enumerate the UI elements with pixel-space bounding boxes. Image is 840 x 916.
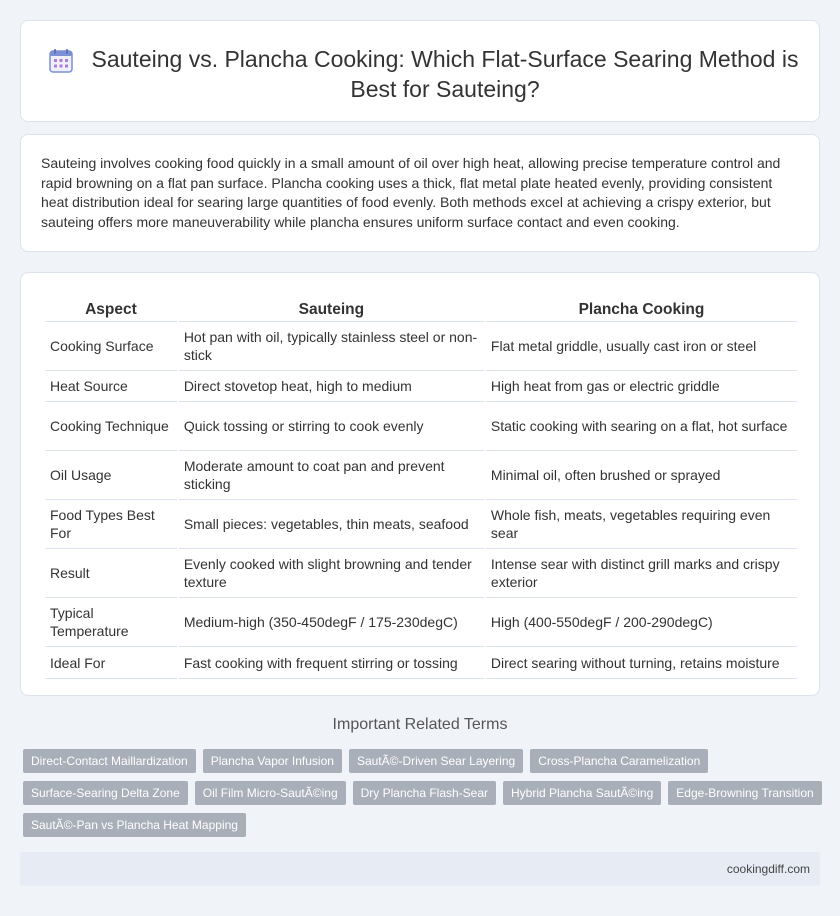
table-row [45, 322, 797, 371]
table-cell-sauteing: Fast cooking with frequent stirring or tossing [179, 647, 484, 679]
table-row [45, 451, 797, 500]
related-term-tag[interactable]: Hybrid Plancha SautÃ©ing [503, 781, 661, 805]
table-cell-aspect: Typical Temperature [45, 598, 177, 647]
related-term-tag[interactable]: Dry Plancha Flash-Sear [353, 781, 496, 805]
table-row [45, 647, 797, 679]
table-cell-plancha: Whole fish, meats, vegetables requiring even sear [486, 500, 797, 549]
table-cell-sauteing: Hot pan with oil, typically stainless steel or non-stick [179, 322, 484, 371]
column-header-aspect: Aspect [45, 295, 177, 322]
table-row [45, 500, 797, 549]
related-term-tag[interactable]: SautÃ©-Pan vs Plancha Heat Mapping [23, 813, 246, 837]
related-term-tag[interactable]: Plancha Vapor Infusion [203, 749, 342, 773]
related-term-tag[interactable]: Cross-Plancha Caramelization [530, 749, 708, 773]
table-cell-plancha: Static cooking with searing on a flat, hot surface [486, 402, 797, 451]
table-cell-plancha: High (400-550degF / 200-290degC) [486, 598, 797, 647]
comparison-table [43, 295, 799, 679]
intro-card [20, 134, 820, 252]
table-cell-sauteing: Direct stovetop heat, high to medium [179, 371, 484, 402]
related-term-tag[interactable]: SautÃ©-Driven Sear Layering [349, 749, 523, 773]
intro-paragraph: Sauteing involves cooking food quickly in a small amount of oil over high heat, allowing precise temperature control and rapid browning on a flat pan surface. Plancha cooking uses a thick, flat metal plate heated evenly, providing consistent heat distribution ideal for searing large quantities of food evenly. Both methods excel at achieving a crispy exterior, but sauteing offers more maneuverability while plancha ensures uniform surface contact and even cooking. [41, 155, 781, 230]
table-row [45, 402, 797, 451]
table-cell-sauteing: Evenly cooked with slight browning and tender texture [179, 549, 484, 598]
table-cell-sauteing: Moderate amount to coat pan and prevent sticking [179, 451, 484, 500]
table-cell-sauteing: Quick tossing or stirring to cook evenly [179, 402, 484, 451]
table-cell-sauteing: Small pieces: vegetables, thin meats, seafood [179, 500, 484, 549]
footer-bar [20, 852, 820, 886]
comparison-card [20, 272, 820, 696]
table-cell-plancha: Flat metal griddle, usually cast iron or steel [486, 322, 797, 371]
table-row [45, 598, 797, 647]
table-cell-aspect: Oil Usage [45, 451, 177, 500]
related-term-tag[interactable]: Edge-Browning Transition [668, 781, 821, 805]
table-cell-aspect: Heat Source [45, 371, 177, 402]
table-cell-aspect: Result [45, 549, 177, 598]
related-terms-list [23, 749, 823, 837]
table-row [45, 549, 797, 598]
table-cell-aspect: Cooking Surface [45, 322, 177, 371]
related-term-tag[interactable]: Surface-Searing Delta Zone [23, 781, 188, 805]
table-cell-plancha: Intense sear with distinct grill marks and crispy exterior [486, 549, 797, 598]
related-term-tag[interactable]: Direct-Contact Maillardization [23, 749, 196, 773]
table-row [45, 371, 797, 402]
table-cell-aspect: Cooking Technique [45, 402, 177, 451]
related-terms-heading: Important Related Terms [332, 716, 508, 733]
table-cell-aspect: Food Types Best For [45, 500, 177, 549]
column-header-sauteing: Sauteing [179, 295, 484, 322]
table-cell-plancha: Direct searing without turning, retains moisture [486, 647, 797, 679]
column-header-plancha: Plancha Cooking [486, 295, 797, 322]
page-title: Sauteing vs. Plancha Cooking: Which Flat-Surface Searing Method is Best for Sauteing? [91, 46, 799, 102]
title-card [20, 20, 820, 122]
table-cell-plancha: High heat from gas or electric griddle [486, 371, 797, 402]
related-term-tag[interactable]: Oil Film Micro-SautÃ©ing [195, 781, 346, 805]
table-cell-plancha: Minimal oil, often brushed or sprayed [486, 451, 797, 500]
table-cell-sauteing: Medium-high (350-450degF / 175-230degC) [179, 598, 484, 647]
site-link[interactable]: cookingdiff.com [726, 862, 810, 876]
table-cell-aspect: Ideal For [45, 647, 177, 679]
